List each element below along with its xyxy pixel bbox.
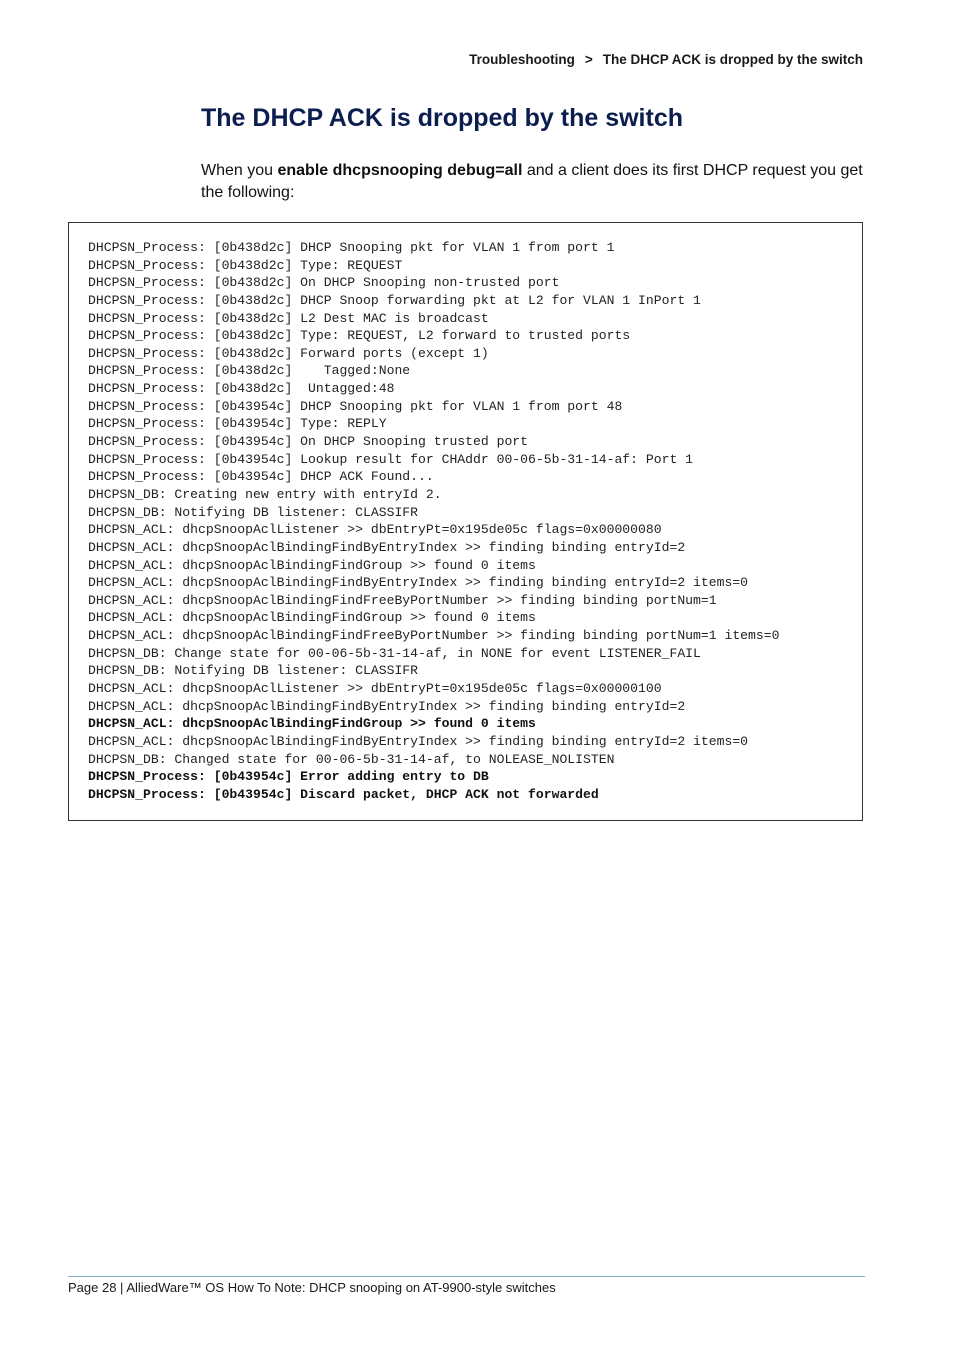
code-line: DHCPSN_ACL: dhcpSnoopAclBindingFindGroup >> found 0 items (88, 716, 536, 732)
code-line: DHCPSN_ACL: dhcpSnoopAclBindingFindByEntryIndex >> finding binding entryId=2 (88, 539, 686, 555)
code-line: DHCPSN_Process: [0b438d2c] On DHCP Snooping non-trusted port (88, 275, 560, 291)
intro-prefix: When you (201, 162, 278, 179)
code-line: DHCPSN_ACL: dhcpSnoopAclBindingFindGroup >> found 0 items (88, 610, 536, 626)
breadcrumb-topic: The DHCP ACK is dropped by the switch (602, 52, 863, 67)
code-line: DHCPSN_Process: [0b43954c] DHCP Snooping pkt for VLAN 1 from port 48 (88, 398, 623, 414)
code-line: DHCPSN_Process: [0b43954c] Lookup result for CHAddr 00-06-5b-31-14-af: Port 1 (88, 451, 694, 467)
code-line: DHCPSN_ACL: dhcpSnoopAclListener >> dbEntryPt=0x195de05c flags=0x00000100 (88, 681, 662, 697)
breadcrumb-section: Troubleshooting (469, 52, 575, 67)
code-line: DHCPSN_Process: [0b438d2c] DHCP Snoop forwarding pkt at L2 for VLAN 1 InPort 1 (88, 292, 701, 308)
page-title: The DHCP ACK is dropped by the switch (201, 104, 683, 132)
code-line: DHCPSN_Process: [0b43954c] Type: REPLY (88, 416, 387, 432)
code-block (68, 222, 863, 821)
code-lines (88, 239, 779, 804)
code-line: DHCPSN_ACL: dhcpSnoopAclBindingFindFreeByPortNumber >> finding binding portNum=1 (88, 592, 717, 608)
code-line: DHCPSN_ACL: dhcpSnoopAclListener >> dbEntryPt=0x195de05c flags=0x00000080 (88, 522, 662, 538)
code-line: DHCPSN_Process: [0b43954c] DHCP ACK Found... (88, 469, 434, 485)
intro-command: enable dhcpsnooping debug=all (277, 162, 523, 179)
code-line: DHCPSN_DB: Notifying DB listener: CLASSIFR (88, 504, 419, 520)
footer-divider (68, 1276, 865, 1277)
code-line: DHCPSN_DB: Notifying DB listener: CLASSIFR (88, 663, 419, 679)
breadcrumb-separator: > (584, 52, 593, 67)
code-line: DHCPSN_ACL: dhcpSnoopAclBindingFindFreeByPortNumber >> finding binding portNum=1 items=0 (88, 628, 780, 644)
code-line: DHCPSN_DB: Changed state for 00-06-5b-31-14-af, to NOLEASE_NOLISTEN (88, 751, 615, 767)
code-line: DHCPSN_ACL: dhcpSnoopAclBindingFindByEntryIndex >> finding binding entryId=2 (88, 698, 686, 714)
code-line: DHCPSN_DB: Creating new entry with entryId 2. (88, 486, 442, 502)
page-footer: Page 28 | AlliedWare™ OS How To Note: DHCP snooping on AT-9900-style switches (68, 1280, 556, 1295)
code-line: DHCPSN_Process: [0b438d2c] Type: REQUEST, L2 forward to trusted ports (88, 328, 631, 344)
code-line: DHCPSN_Process: [0b43954c] Error adding entry to DB (88, 769, 489, 785)
code-line: DHCPSN_Process: [0b43954c] Discard packet, DHCP ACK not forwarded (88, 786, 599, 802)
code-line: DHCPSN_Process: [0b438d2c] L2 Dest MAC is broadcast (88, 310, 489, 326)
code-line: DHCPSN_ACL: dhcpSnoopAclBindingFindByEntryIndex >> finding binding entryId=2 items=0 (88, 575, 749, 591)
breadcrumb (469, 52, 863, 67)
code-line: DHCPSN_DB: Change state for 00-06-5b-31-14-af, in NONE for event LISTENER_FAIL (88, 645, 701, 661)
code-line: DHCPSN_Process: [0b438d2c] Forward ports (except 1) (88, 345, 489, 361)
code-line: DHCPSN_Process: [0b43954c] On DHCP Snooping trusted port (88, 434, 529, 450)
code-line: DHCPSN_Process: [0b438d2c] Tagged:None (88, 363, 411, 379)
code-line: DHCPSN_Process: [0b438d2c] DHCP Snooping pkt for VLAN 1 from port 1 (88, 240, 615, 255)
intro-suffix: and a client does its first DHCP request you get the following: (201, 162, 863, 201)
code-line: DHCPSN_ACL: dhcpSnoopAclBindingFindByEntryIndex >> finding binding entryId=2 items=0 (88, 733, 749, 749)
code-line: DHCPSN_Process: [0b438d2c] Type: REQUEST (88, 257, 403, 273)
intro-paragraph (201, 160, 866, 204)
code-line: DHCPSN_ACL: dhcpSnoopAclBindingFindGroup >> found 0 items (88, 557, 536, 573)
code-line: DHCPSN_Process: [0b438d2c] Untagged:48 (88, 381, 395, 397)
